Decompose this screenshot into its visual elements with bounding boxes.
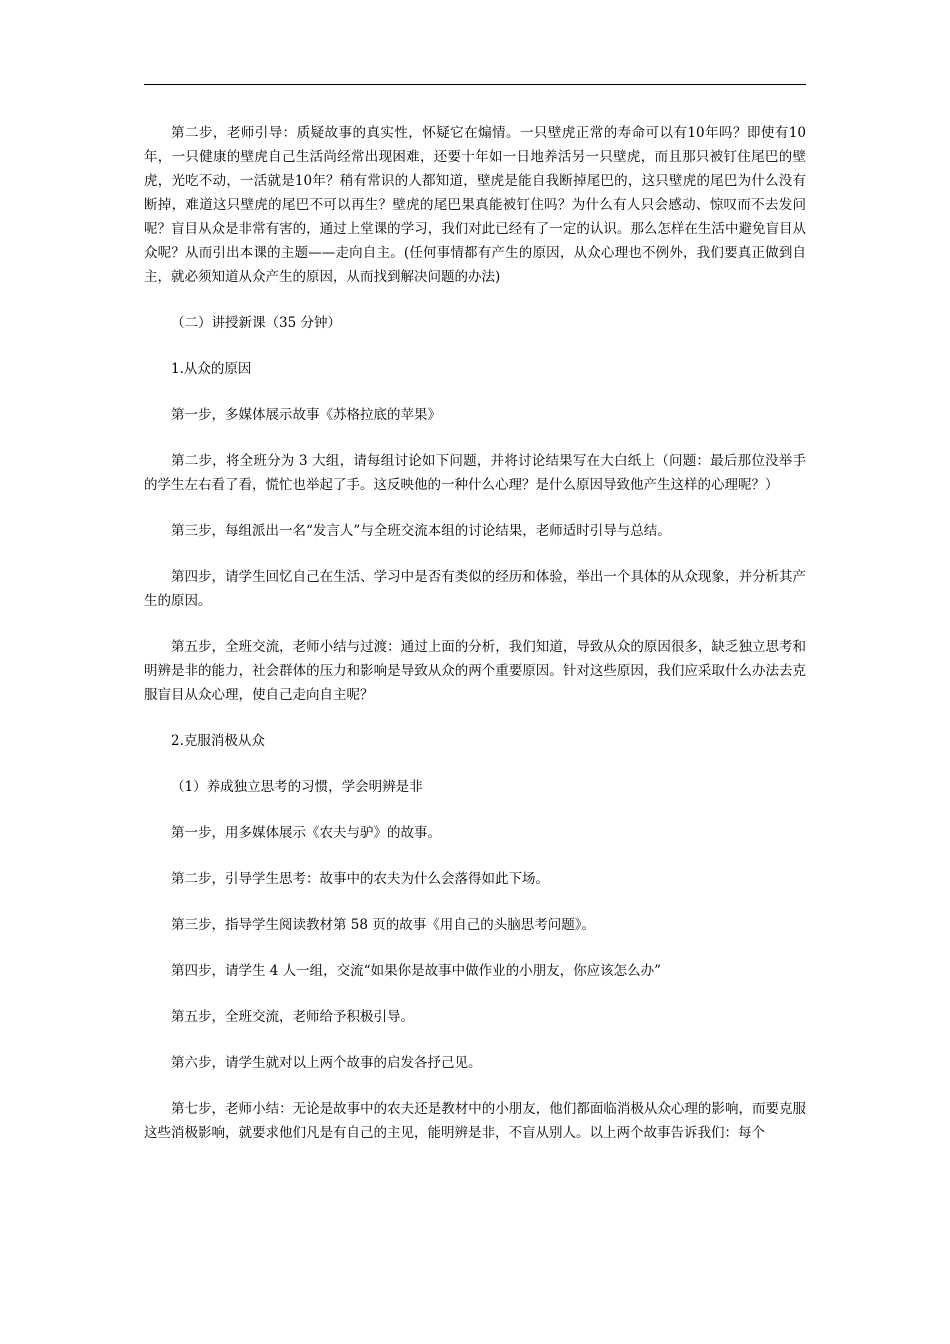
paragraph-step1-story: 第一步，多媒体展示故事《苏格拉底的苹果》	[171, 407, 441, 423]
paragraph-step2-think: 第二步，引导学生思考：故事中的农夫为什么会落得如此下场。	[171, 871, 549, 887]
paragraph-step5-summary: 第五步，全班交流，老师小结与过渡：通过上面的分析，我们知道，导致从众的原因很多，缺乏独立思考和明辨是非的能力，社会群体的压力和影响是导致从众的两个重要原因。针对这些原因，我们应采取什么办法去克服盲目从众心理，使自己走向自主呢？	[144, 639, 806, 703]
paragraph-step5-share: 第五步，全班交流，老师给予积极引导。	[171, 1009, 414, 1025]
header-rule	[144, 84, 806, 85]
paragraph-step4-recall: 第四步，请学生回忆自己在生活、学习中是否有类似的经历和体验，举出一个具体的从众现象，并分析其产生的原因。	[144, 569, 806, 609]
paragraph-step2-intro: 第二步，老师引导：质疑故事的真实性，怀疑它在煽情。一只壁虎正常的寿命可以有10年吗？即使有10年，一只健康的壁虎自己生活尚经常出现困难，还要十年如一日地养活另一只壁虎，而且那只被钉住尾巴的壁虎，光吃不动，一活就是10年？稍有常识的人都知道，壁虎是能自我断掉尾巴的，这只壁虎的尾巴为什么没有断掉，难道这只壁虎的尾巴不可以再生？壁虎的尾巴果真能被钉住吗？为什么有人只会感动、惊叹而不去发问呢？盲目从众是非常有害的，通过上堂课的学习，我们对此已经有了一定的认识。那么怎样在生活中避免盲目从众呢？从而引出本课的主题——走向自主。(任何事情都有产生的原因，从众心理也不例外，我们要真正做到自主，就必须知道从众产生的原因，从而找到解决问题的办法)	[144, 125, 806, 285]
subsection-heading-overcome: 2.克服消极从众	[171, 733, 265, 749]
subheading-independent-thinking: （1）养成独立思考的习惯，学会明辨是非	[171, 779, 423, 795]
paragraph-step2-groups: 第二步，将全班分为 3 大组，请每组讨论如下问题，并将讨论结果写在大白纸上（问题：最后那位没举手的学生左右看了看，慌忙也举起了手。这反映他的一种什么心理？是什么原因导致他产生这样的心理呢？）	[144, 453, 806, 493]
paragraph-step1-farmer: 第一步，用多媒体展示《农夫与驴》的故事。	[171, 825, 441, 841]
paragraph-step7-conclusion: 第七步，老师小结：无论是故事中的农夫还是教材中的小朋友，他们都面临消极从众心理的影响，而要克服这些消极影响，就要求他们凡是有自己的主见，能明辨是非，不盲从别人。以上两个故事告诉我们：每个	[144, 1101, 806, 1141]
paragraph-step3-read: 第三步，指导学生阅读教材第 58 页的故事《用自己的头脑思考问题》。	[171, 917, 596, 933]
paragraph-step4-discuss: 第四步，请学生 4 人一组，交流“如果你是故事中做作业的小朋友，你应该怎么办”	[171, 963, 661, 979]
document-body	[144, 121, 806, 1145]
paragraph-step3-speaker: 第三步，每组派出一名“发言人”与全班交流本组的讨论结果，老师适时引导与总结。	[171, 523, 671, 539]
section-heading-new-lesson: （二）讲授新课（35 分钟）	[171, 315, 341, 331]
paragraph-step6-opinions: 第六步，请学生就对以上两个故事的启发各抒己见。	[171, 1055, 482, 1071]
subsection-heading-causes: 1.从众的原因	[171, 361, 252, 377]
